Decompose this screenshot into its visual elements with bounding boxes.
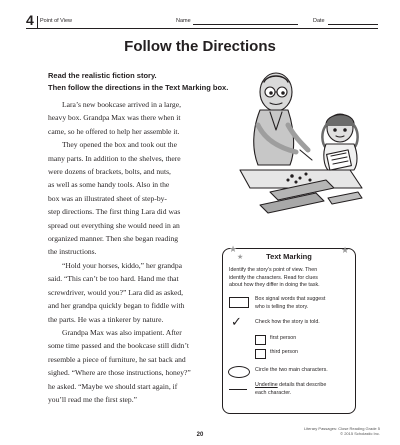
footer-page-number: 20 bbox=[196, 432, 204, 438]
story-line: were dozens of brackets, bolts, and nuts, bbox=[48, 167, 171, 177]
story-line: some time passed and the bookcase still didn’t bbox=[48, 341, 189, 351]
text-marking-heading: Text Marking bbox=[266, 252, 312, 261]
description-line: about how they differ in doing the task. bbox=[229, 282, 320, 289]
box-item-line: who is telling the story. bbox=[255, 303, 309, 310]
name-label: Name bbox=[176, 18, 191, 24]
text-marking-box bbox=[222, 245, 356, 414]
footer-credit bbox=[300, 426, 380, 436]
story-line: Lara’s new bookcase arrived in a large, bbox=[62, 100, 181, 109]
oval-symbol-icon bbox=[228, 366, 250, 378]
third-person-label: third person bbox=[270, 349, 298, 355]
story-line: came, so he offered to help her assemble it. bbox=[48, 126, 180, 136]
name-field[interactable] bbox=[193, 24, 298, 25]
story-text bbox=[48, 98, 223, 406]
first-person-label: first person bbox=[270, 335, 297, 341]
story-line: you’ll read me the first step.” bbox=[48, 394, 137, 404]
underline-item-text bbox=[255, 382, 326, 398]
story-line: sighed. “Where are those instructions, honey?” bbox=[48, 368, 191, 378]
story-line: many parts. In addition to the shelves, there bbox=[48, 153, 181, 163]
story-line: resemble a piece of furniture, he sat back and bbox=[48, 354, 186, 364]
underline-item-rest: details that describe bbox=[277, 382, 327, 388]
underline-symbol-icon bbox=[229, 389, 247, 390]
story-line: box was an illustrated sheet of step-by- bbox=[48, 193, 167, 203]
story-line: They opened the box and took out the bbox=[62, 140, 177, 150]
third-person-checkbox[interactable] bbox=[255, 349, 266, 359]
story-line: “Hold your horses, kiddo,” her grandpa bbox=[62, 260, 182, 270]
page-header bbox=[26, 12, 378, 29]
story-line: said. “This can’t be too hard. Hand me that bbox=[48, 274, 179, 284]
description-line: identify the characters. Read for clues bbox=[229, 274, 318, 281]
star-icon: ★ bbox=[341, 246, 350, 256]
credit-line: © 2015 Scholastic Inc. bbox=[340, 431, 380, 436]
star-icon: ★ bbox=[229, 245, 238, 255]
date-label: Date bbox=[313, 18, 325, 24]
circle-item-text: Circle the two main characters. bbox=[255, 367, 328, 373]
story-line: he asked. “Maybe we should start again, if bbox=[48, 381, 178, 391]
story-line: Grandpa Max was also impatient. After bbox=[62, 327, 182, 337]
instruction-line: Read the realistic fiction story. bbox=[48, 71, 157, 80]
box-symbol-icon bbox=[229, 297, 249, 308]
page-number: 4 bbox=[26, 12, 34, 28]
grandpa-and-girl-illustration bbox=[230, 70, 370, 230]
check-item-text: Check how the story is told. bbox=[255, 319, 320, 325]
story-line: spread out everything she would need in an bbox=[48, 220, 180, 230]
underline-item-line: each character. bbox=[255, 389, 292, 396]
box-item-text bbox=[255, 296, 325, 312]
story-line: the parts. He was a tinkerer by nature. bbox=[48, 314, 164, 324]
checkmark-icon: ✓ bbox=[231, 315, 242, 330]
story-line: as well as some handy tools. Also in the bbox=[48, 180, 170, 190]
story-line: and her grandpa quickly began to fiddle with bbox=[48, 301, 185, 311]
story-line: the instructions. bbox=[48, 247, 97, 257]
description-line: Identify the story’s point of view. Then bbox=[229, 267, 318, 273]
story-line: step directions. The first thing Lara did was bbox=[48, 207, 181, 217]
topic-label: Point of View bbox=[40, 18, 73, 24]
story-line: organized manner. Then she began reading bbox=[48, 234, 179, 244]
date-field[interactable] bbox=[328, 24, 378, 25]
first-person-checkbox[interactable] bbox=[255, 335, 266, 345]
star-icon: ★ bbox=[237, 253, 244, 261]
text-marking-description bbox=[229, 267, 353, 290]
underline-word: Underline bbox=[255, 382, 278, 388]
instruction-line: Then follow the directions in the Text Marking box. bbox=[48, 83, 229, 92]
page-title: Follow the Directions bbox=[124, 38, 276, 55]
header-divider bbox=[37, 16, 38, 28]
box-item-line: Box signal words that suggest bbox=[255, 296, 326, 302]
credit-line: Literary Passages: Close Reading Grade 5 bbox=[303, 426, 380, 431]
story-line: heavy box. Grandpa Max was there when it bbox=[48, 113, 181, 123]
story-line: screwdriver, would you?” Lara did as asked, bbox=[48, 287, 184, 297]
